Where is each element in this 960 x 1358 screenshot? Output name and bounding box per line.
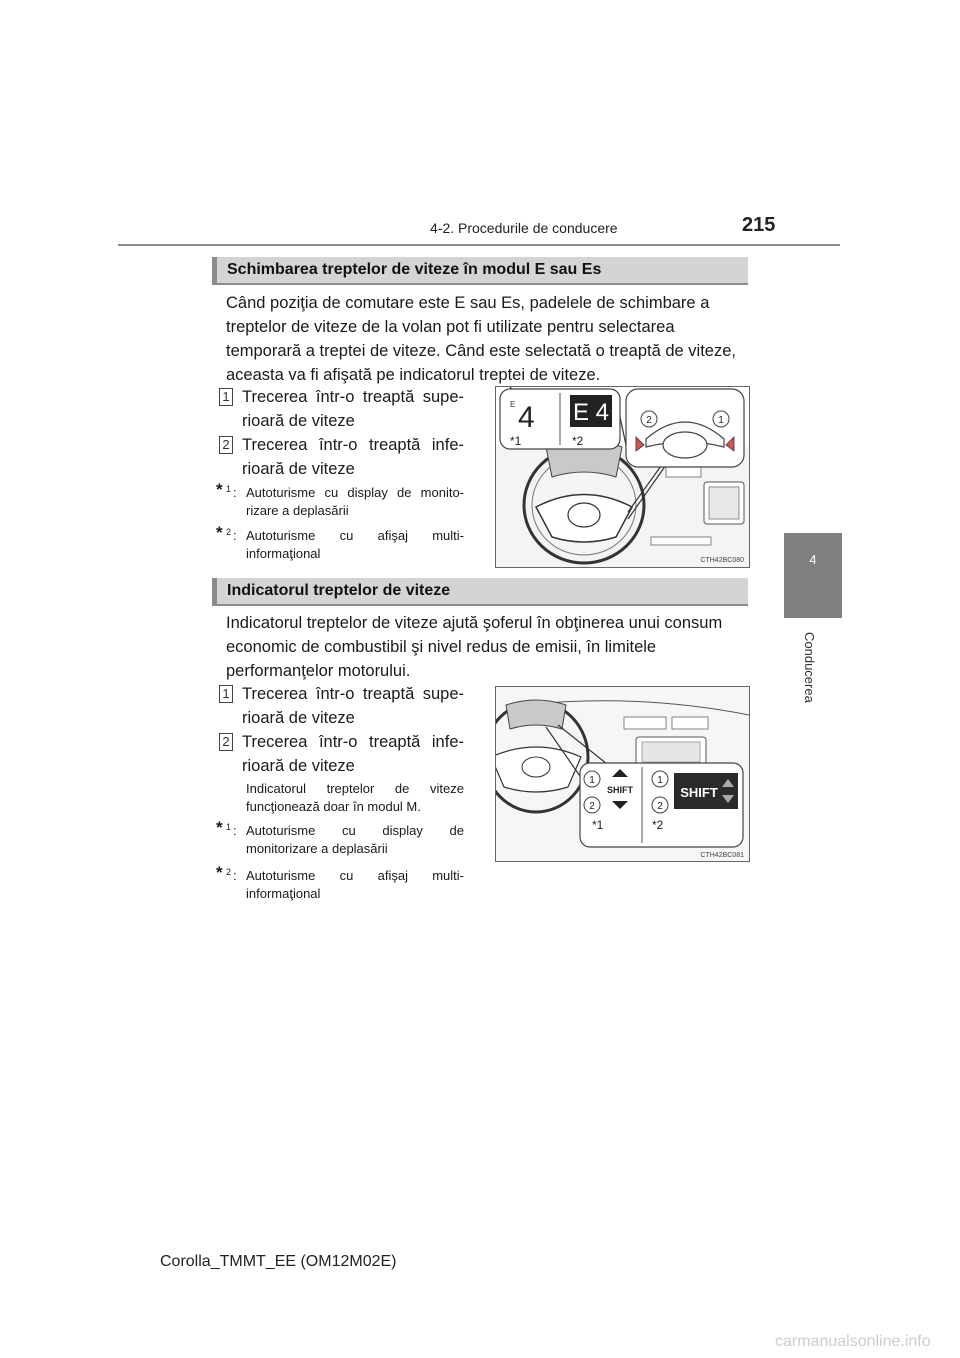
gear-digit: 4	[518, 401, 535, 434]
paragraph-line: temporară a treptei de viteze. Când este selectată o treaptă de viteze,	[226, 342, 736, 360]
list-item-downshift	[242, 433, 464, 481]
chapter-tab	[784, 533, 842, 618]
gear-indicator-illustration	[496, 687, 749, 861]
footnote-colon: :	[233, 528, 237, 543]
shift-label-small: SHIFT	[607, 785, 633, 795]
footnote-sup: 1	[226, 484, 232, 494]
footnote-star: *	[216, 863, 223, 882]
footnote-sup: 2	[226, 867, 232, 877]
section1-paragraph	[226, 291, 746, 387]
paragraph-line: Când poziţia de comutare este E sau Es, padelele de schimbare a	[226, 294, 710, 312]
footnote-text	[246, 484, 464, 520]
item-line: rioară de viteze	[242, 709, 355, 727]
item-line: Trecerea într-o treaptă infe-	[242, 733, 464, 751]
paragraph-line: performanţelor motorului.	[226, 662, 411, 680]
figure-code: CTH42BC081	[700, 852, 744, 859]
footnote-text	[246, 822, 464, 858]
page-number: 215	[742, 214, 776, 236]
footnote-text	[246, 867, 464, 903]
item-number-1: 1	[219, 388, 233, 406]
footnote-line: monitorizare a deplasării	[246, 841, 388, 856]
list-item-upshift	[242, 385, 464, 433]
footnote-star: *	[216, 523, 223, 542]
footnote-sup: 2	[226, 527, 232, 537]
section-heading-gear-indicator	[212, 578, 748, 606]
chapter-tab-number: 4	[809, 552, 817, 567]
callout-2: 2	[646, 415, 652, 426]
footnote-star: *	[216, 480, 223, 499]
item-line: Trecerea într-o treaptă infe-	[242, 436, 464, 454]
footnote-line: Autoturisme cu display de monito-	[246, 485, 464, 500]
footnote-colon: :	[233, 485, 237, 500]
star1-label: *1	[510, 434, 522, 448]
section2-paragraph	[226, 611, 746, 683]
paddle-shifter-illustration	[496, 387, 749, 567]
list-item-downshift	[242, 730, 464, 778]
footnote-text	[246, 527, 464, 563]
paragraph-line: aceasta va fi afişată pe indicatorul treptei de viteze.	[226, 366, 601, 384]
item-line: Trecerea într-o treaptă supe-	[242, 685, 464, 703]
item-number-2: 2	[219, 436, 233, 454]
note-manual-mode	[246, 780, 464, 816]
figure-gear-indicator	[495, 686, 750, 862]
document-footer: Corolla_TMMT_EE (OM12M02E)	[160, 1253, 397, 1270]
footnote-line: informaţional	[246, 886, 321, 901]
shift-display-text: SHIFT	[680, 785, 718, 800]
footnote-star: *	[216, 818, 223, 837]
header-rule	[118, 244, 840, 246]
section-heading-text: Indicatorul treptelor de viteze	[227, 582, 451, 599]
item-number-2: 2	[219, 733, 233, 751]
callout-1-right: 1	[657, 775, 663, 786]
paragraph-line: economic de combustibil şi nivel redus de emisii, în limitele	[226, 638, 657, 656]
star2-label: *2	[572, 434, 584, 448]
item-line: Trecerea într-o treaptă supe-	[242, 388, 464, 406]
item-number-1: 1	[219, 685, 233, 703]
star2-label: *2	[652, 818, 664, 832]
list-item-upshift	[242, 682, 464, 730]
mode-letter: E	[510, 400, 516, 409]
note-line: Indicatorul treptelor de viteze	[246, 781, 464, 796]
callout-1-left: 1	[589, 775, 595, 786]
figure-code: CTH42BC080	[700, 557, 744, 564]
footnote-line: rizare a deplasării	[246, 503, 349, 518]
footnote-line: Autoturisme cu afişaj multi-	[246, 528, 464, 543]
footnote-line: Autoturisme cu afişaj multi-	[246, 868, 464, 883]
paragraph-line: Indicatorul treptelor de viteze ajută şoferul în obţinerea unui consum	[226, 614, 723, 632]
figure-paddle-shifters	[495, 386, 750, 568]
gear-display-e4: E 4	[572, 399, 610, 426]
running-header-section: 4-2. Procedurile de conducere	[430, 220, 618, 236]
section-heading-text: Schimbarea treptelor de viteze în modul E sau Es	[227, 261, 602, 278]
section-heading-e-mode	[212, 257, 748, 285]
star1-label: *1	[592, 818, 604, 832]
callout-2-left: 2	[589, 801, 595, 812]
item-line: rioară de viteze	[242, 460, 355, 478]
watermark: carmanualsonline.info	[775, 1333, 931, 1350]
footnote-colon: :	[233, 868, 237, 883]
callout-2-right: 2	[657, 801, 663, 812]
footnote-line: Autoturisme cu display de	[246, 823, 464, 838]
item-line: rioară de viteze	[242, 757, 355, 775]
footnote-sup: 1	[226, 822, 232, 832]
footnote-colon: :	[233, 823, 237, 838]
paragraph-line: treptelor de viteze de la volan pot fi utilizate pentru selectarea	[226, 318, 675, 336]
footnote-line: informaţional	[246, 546, 321, 561]
callout-1: 1	[718, 415, 724, 426]
note-line: funcţionează doar în modul M.	[246, 799, 421, 814]
chapter-tab-label: Conducerea	[802, 632, 817, 703]
item-line: rioară de viteze	[242, 412, 355, 430]
